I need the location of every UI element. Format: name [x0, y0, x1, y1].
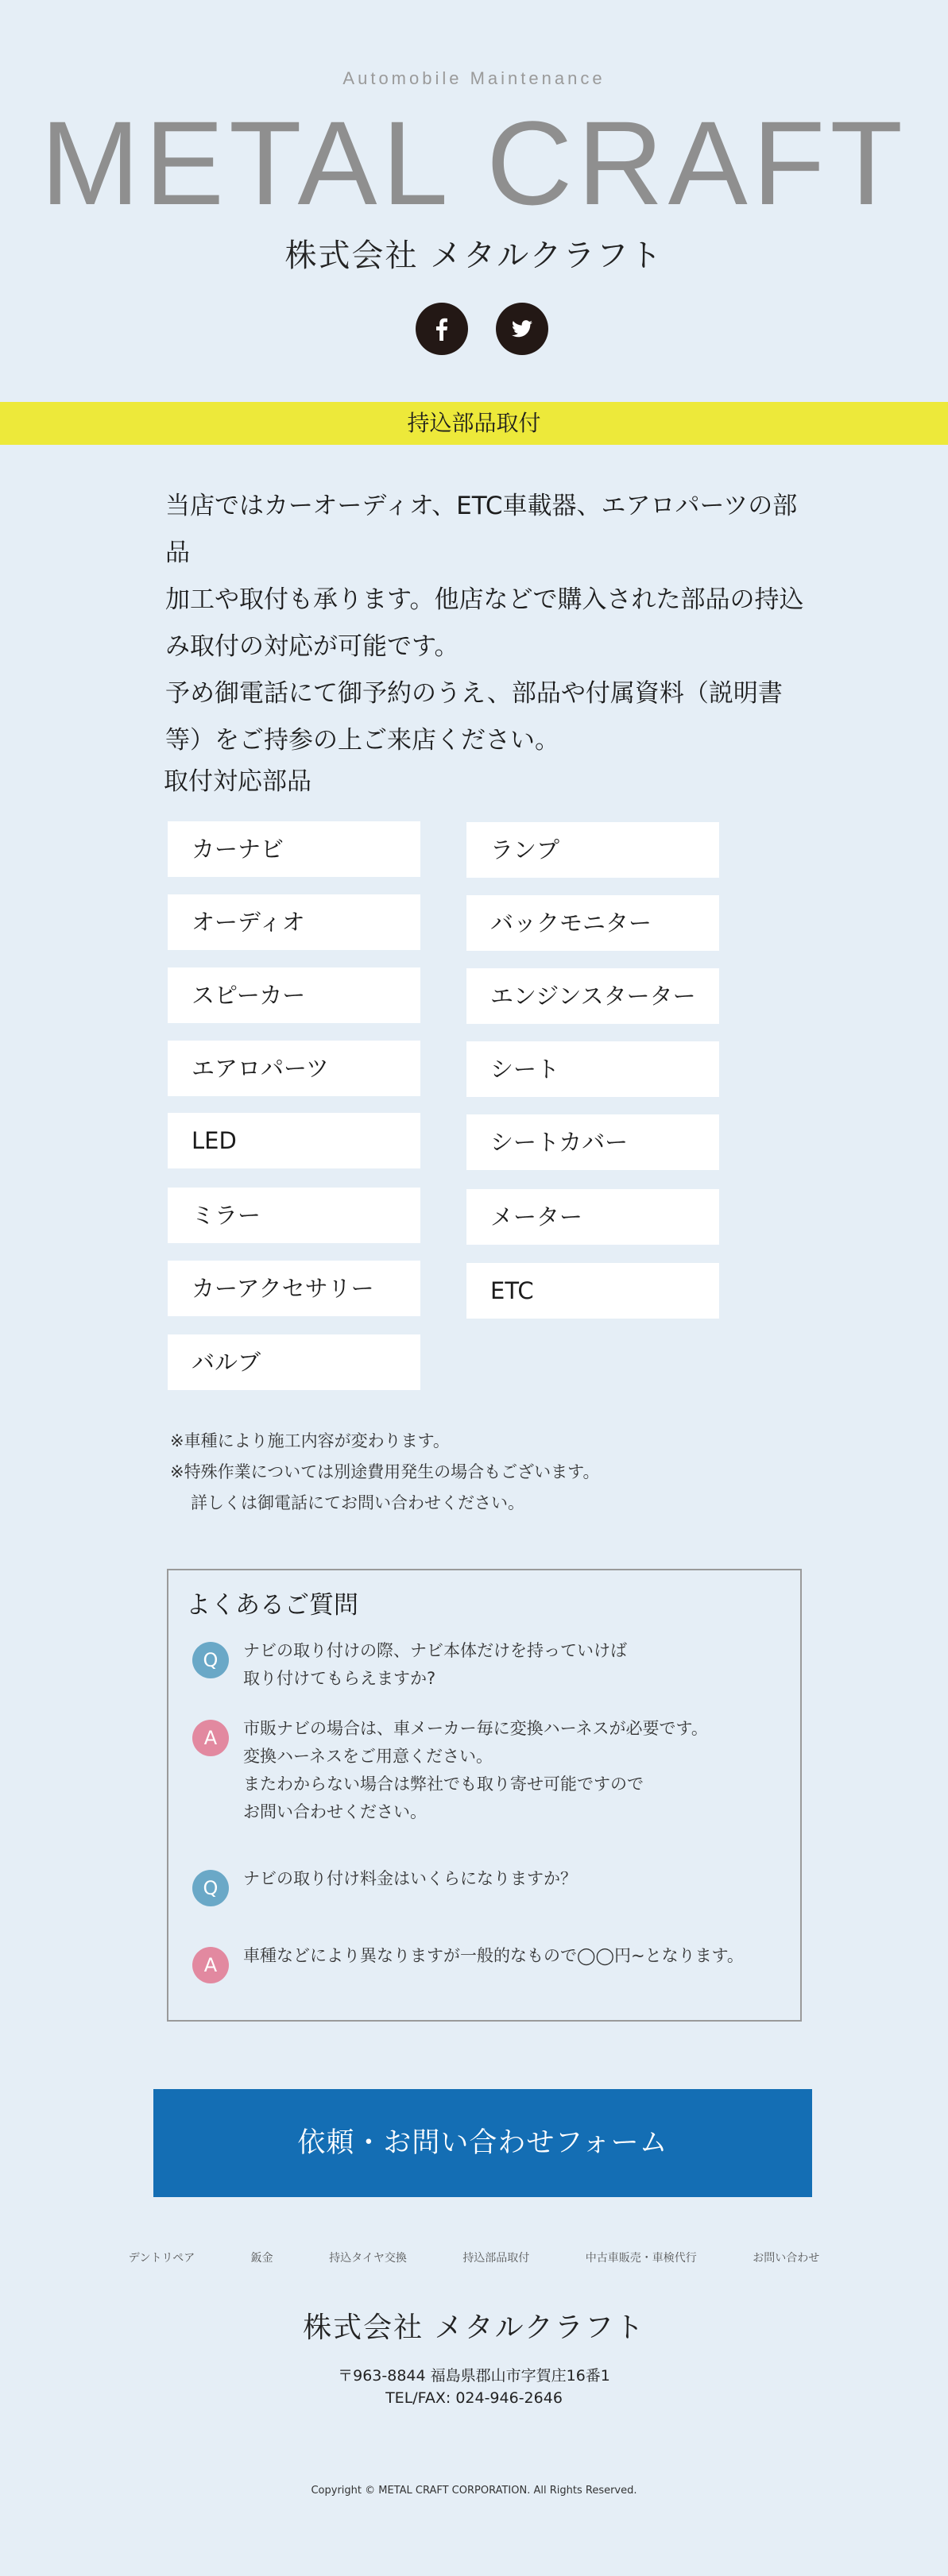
section-title-band: 持込部品取付: [0, 402, 948, 445]
part-item: ETC: [466, 1263, 719, 1319]
text-line: ナビの取り付け料金はいくらになりますか？: [243, 1869, 577, 1888]
text-line: 市販ナビの場合は、車メーカー毎に変換ハーネスが必要です。: [243, 1719, 708, 1738]
part-item: カーナビ: [168, 821, 420, 877]
text-line: 変換ハーネスをご用意ください。: [243, 1747, 493, 1766]
footer-nav-link[interactable]: 持込部品取付: [462, 2252, 530, 2265]
footer-nav-link[interactable]: 鈑金: [250, 2252, 273, 2265]
facebook-icon: [431, 317, 452, 341]
question-badge: Q: [192, 1642, 229, 1678]
footer-nav-link[interactable]: 持込タイヤ交換: [329, 2252, 407, 2265]
twitter-button[interactable]: [496, 303, 548, 355]
contact-form-button[interactable]: 依頼・お問い合わせフォーム: [153, 2089, 812, 2197]
answer-badge: A: [192, 1720, 229, 1756]
parts-heading: 取付対応部品: [164, 767, 311, 796]
notes: [170, 1426, 806, 1519]
twitter-icon: [512, 320, 532, 338]
faq-title: よくあるご質問: [186, 1591, 358, 1620]
intro-text: [165, 483, 817, 764]
part-item: エアロパーツ: [168, 1041, 420, 1096]
footer-address: 〒963-8844 福島県郡山市字賀庄16番1: [338, 2367, 610, 2385]
part-item: シートカバー: [466, 1114, 719, 1170]
part-item: オーディオ: [168, 894, 420, 950]
part-item: ランプ: [466, 822, 719, 878]
note-line: ※車種により施工内容が変わります。: [170, 1431, 450, 1450]
footer-nav-link[interactable]: お問い合わせ: [753, 2252, 820, 2265]
text-line: ナビの取り付けの際、ナビ本体だけを持っていけば: [243, 1641, 627, 1660]
part-item: シート: [466, 1041, 719, 1097]
tagline: Automobile Maintenance: [342, 68, 606, 88]
text-line: お問い合わせください。: [243, 1802, 427, 1821]
copyright: Copyright © METAL CRAFT CORPORATION. All Rights Reserved.: [311, 2485, 637, 2497]
facebook-button[interactable]: [416, 303, 468, 355]
text-line: 車種などにより異なりますが一般的なもので◯◯円~となります。: [243, 1946, 744, 1965]
intro-line: 予め御電話にて御予約のうえ、部品や付属資料（説明書: [165, 679, 783, 708]
faq-answer-text: [243, 1942, 784, 1970]
parts-list: [168, 821, 724, 1393]
part-item: LED: [168, 1113, 420, 1168]
text-line: またわからない場合は弊社でも取り寄せ可能ですので: [243, 1775, 644, 1794]
faq-question-text: [243, 1637, 784, 1693]
social-links: [413, 303, 548, 355]
intro-line: 加工や取付も承ります。他店などで購入された部品の持込: [165, 585, 804, 614]
company-name: 株式会社 メタルクラフト: [284, 238, 664, 274]
note-line: 詳しくは御電話にてお問い合わせください。: [191, 1493, 524, 1512]
intro-line: 当店ではカーオーディオ、ETC車載器、エアロパーツの部品: [165, 492, 798, 567]
intro-line: 等）をご持参の上ご来店ください。: [165, 726, 559, 755]
part-item: エンジンスターター: [466, 968, 719, 1024]
faq-answer-text: [243, 1715, 784, 1826]
question-badge: Q: [192, 1870, 229, 1906]
part-item: スピーカー: [168, 967, 420, 1023]
footer-nav-link[interactable]: 中古車販売・車検代行: [585, 2252, 697, 2265]
part-item: バックモニター: [466, 895, 719, 951]
text-line: 取り付けてもらえますか?: [243, 1669, 436, 1688]
note-line: ※特殊作業については別途費用発生の場合もございます。: [170, 1462, 600, 1481]
answer-badge: A: [192, 1947, 229, 1983]
footer-nav: [0, 2250, 948, 2265]
part-item: バルブ: [168, 1334, 420, 1390]
site-logo[interactable]: METAL CRAFT: [40, 96, 908, 230]
faq-box: [167, 1569, 802, 2022]
part-item: ミラー: [168, 1188, 420, 1243]
intro-line: み取付の対応が可能です。: [165, 632, 459, 661]
footer-tel: TEL/FAX: 024-946-2646: [385, 2389, 563, 2407]
faq-question-text: [243, 1865, 784, 1893]
part-item: メーター: [466, 1189, 719, 1245]
footer-nav-link[interactable]: デントリペア: [128, 2252, 195, 2265]
part-item: カーアクセサリー: [168, 1261, 420, 1316]
footer-company-name: 株式会社 メタルクラフト: [303, 2311, 645, 2344]
